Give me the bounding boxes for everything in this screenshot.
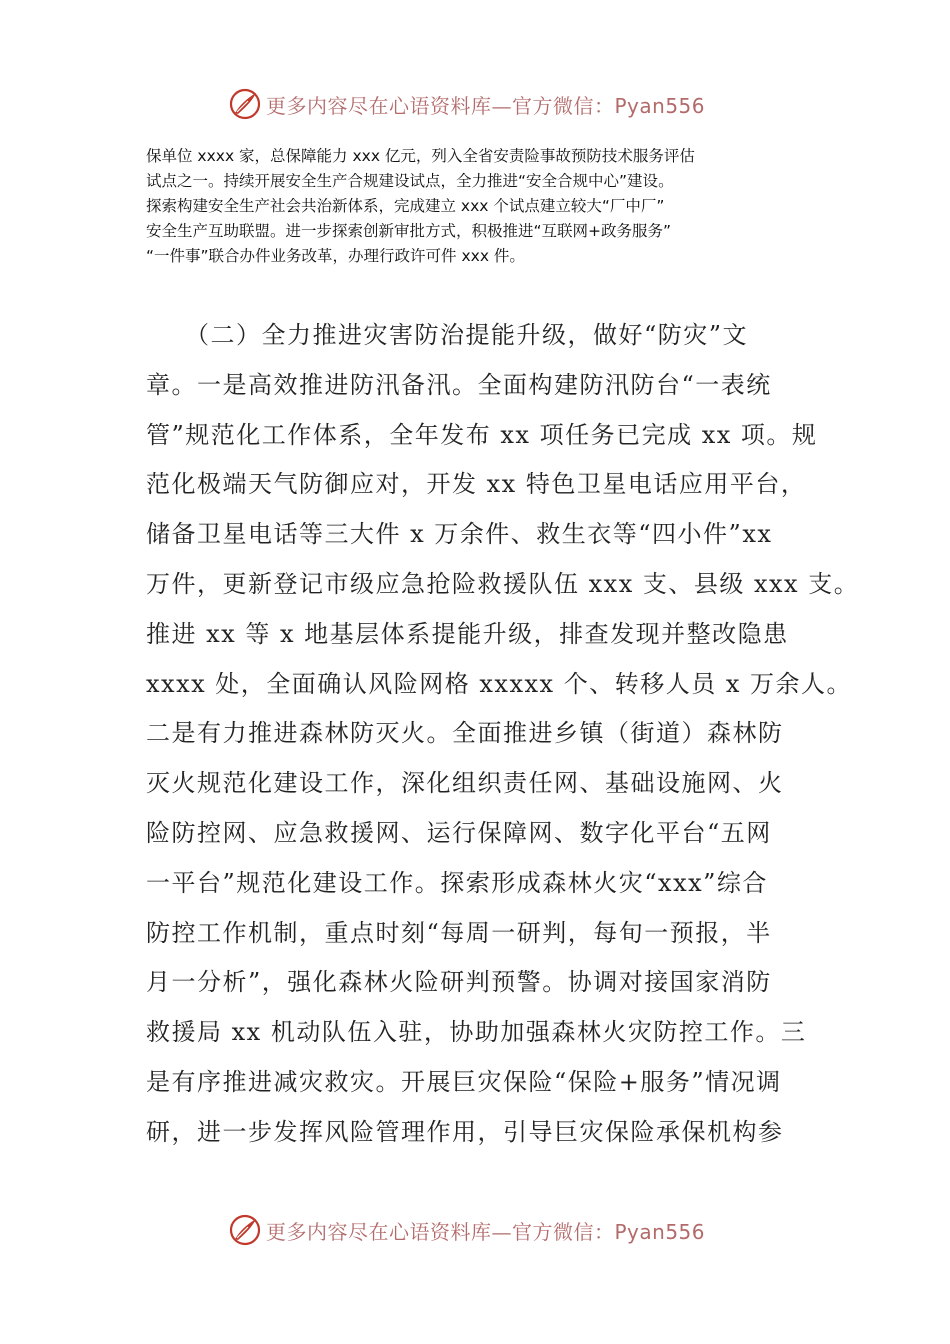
text-line: 安全生产互助联盟。进一步探索创新审批方式，积极推进“互联网+政务服务” <box>146 222 672 240</box>
text-line: 试点之一。持续开展安全生产合规建设试点，全力推进“安全合规中心”建设。 <box>146 172 674 190</box>
text-line: 防控工作机制，重点时刻“每周一研判，每旬一预报，半 <box>146 918 772 947</box>
text-line: 储备卫星电话等三大件 x 万余件、救生衣等“四小件”xx <box>146 520 773 549</box>
text-line: （二）全力推进灾害防治提能升级，做好“防灾”文 <box>146 321 749 349</box>
text-line: 险防控网、应急救援网、运行保障网、数字化平台“五网 <box>146 818 772 847</box>
text-line: 研，进一步发挥风险管理作用，引导巨灾保险承保机构参 <box>146 1117 784 1146</box>
quill-logo-icon <box>228 87 262 121</box>
watermark-wechat-id: Pyan556 <box>614 93 706 118</box>
text-line: 一平台”规范化建设工作。探索形成森林火灾“xxx”综合 <box>146 868 768 897</box>
watermark-footer <box>228 1210 705 1250</box>
text-line: “一件事”联合办件业务改革，办理行政许可件 xxx 件。 <box>146 247 525 265</box>
text-line: 灭火规范化建设工作，深化组织责任网、基础设施网、火 <box>146 769 784 798</box>
text-line: 是有序推进减灾救灾。开展巨灾保险“保险+服务”情况调 <box>146 1067 782 1096</box>
text-line: 推进 xx 等 x 地基层体系提能升级，排查发现并整改隐患 <box>146 619 789 648</box>
text-line: 管”规范化工作体系，全年发布 xx 项任务已完成 xx 项。规 <box>146 420 818 449</box>
watermark-text: 更多内容尽在心语资料库—官方微信：Pyan556 <box>266 1219 706 1244</box>
text-line: 范化极端天气防御应对，开发 xx 特色卫星电话应用平台， <box>146 470 807 499</box>
quill-logo-icon <box>228 1213 262 1247</box>
text-line: xxxx 处，全面确认风险网格 xxxxx 个、转移人员 x 万余人。 <box>146 669 852 698</box>
text-line: 月一分析”，强化森林火险研判预警。协调对接国家消防 <box>146 968 772 997</box>
watermark-header <box>228 84 705 124</box>
text-line: 章。一是高效推进防汛备汛。全面构建防汛防台“一表统 <box>146 370 772 399</box>
text-line: 二是有力推进森林防灭火。全面推进乡镇（街道）森林防 <box>146 719 784 748</box>
text-line: 救援局 xx 机动队伍入驻，协助加强森林火灾防控工作。三 <box>146 1018 807 1047</box>
text-line: 探索构建安全生产社会共治新体系，完成建立 xxx 个试点建立较大“厂中厂” <box>146 197 665 215</box>
watermark-wechat-id: Pyan556 <box>614 1219 706 1244</box>
text-line: 保单位 xxxx 家，总保障能力 xxx 亿元，列入全省安责险事故预防技术服务评估 <box>146 147 695 165</box>
text-line: 万件，更新登记市级应急抢险救援队伍 xxx 支、县级 xxx 支。 <box>146 569 860 598</box>
watermark-text: 更多内容尽在心语资料库—官方微信：Pyan556 <box>266 93 706 118</box>
top-paragraph <box>146 144 826 269</box>
main-paragraph <box>146 311 860 1158</box>
